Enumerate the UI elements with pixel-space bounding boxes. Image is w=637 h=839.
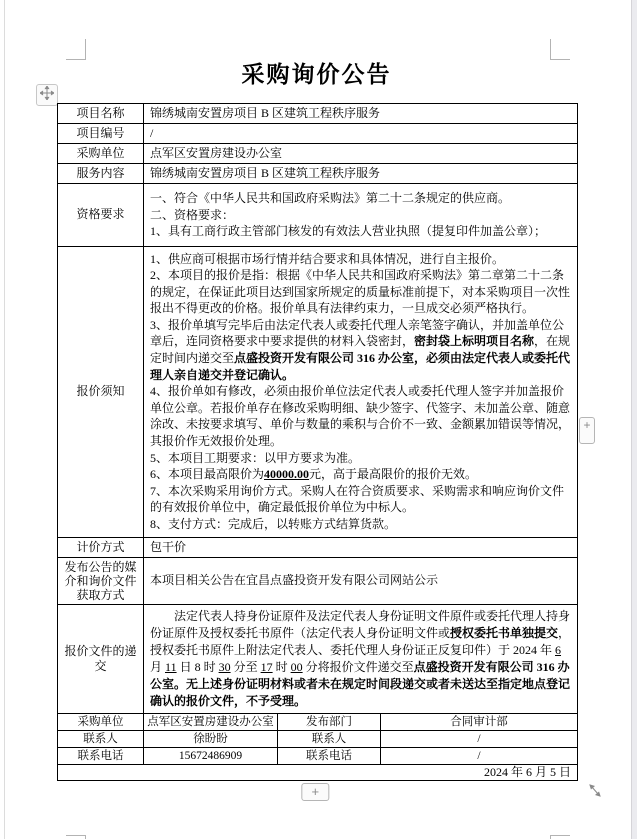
table-row (58, 604, 578, 713)
procurement-table-area (57, 103, 591, 803)
contact-purchaser-value: 点军区安置房建设办公室 (144, 713, 278, 730)
table-row (58, 164, 578, 184)
publish-dept-label: 发布部门 (278, 713, 381, 730)
project-name-value: 锦绣城南安置房项目 B 区建筑工程秩序服务 (144, 104, 578, 124)
contact-phone-value: 15672486909 (144, 747, 278, 764)
contact-person2-label: 联系人 (278, 730, 381, 747)
table-row (58, 104, 578, 124)
table-row (58, 764, 578, 780)
table-row (58, 124, 578, 144)
quotation-notice-content: 1、供应商可根据市场行情并结合要求和具体情况，进行自主报价。 2、本项目的报价是指：根据《中华人民共和国政府采购法》第二章第二十二条的规定，在保证此项目达到国家所规定的质量标准前提下，对本采购项目一次性报出不得更改的价格。报价单具有法律约束力，一旦成交必须严格执行。 3、报价单填写完毕后由法定代表人或委托代理人亲笔签字确认，并加盖单位公章后，连同资格要求中要求提供的材料入袋密封，密封袋上标明项目名称，在规定时间内递交至点盛投资开发有限公司 316 办公室，必须由法定代表人或委托代理人亲自递交并登记确认。 4、报价单如有修改，必须由报价单位法定代表人或委托代理人签字并加盖报价单位公章。若报价单存在修改采购明细、缺少签字、代签字、未加盖公章、随意涂改、未按要求填写、单价与数量的乘积与合价不一致、金额累加错误等情况，其报价作无效报价处理。 5、本项目工期要求：以甲方要求为准。 6、本项目最高限价为40000.00元，高于最高限价的报价无效。 7、本次采购采用询价方式。采购人在符合资质要求、采购需求和响应询价文件的有效报价单位中，确定最低报价单位为中标人。 8、支付方式：完成后，以转账方式结算货款。 (144, 246, 578, 537)
table-row (58, 747, 578, 764)
contact-person2-value: / (381, 730, 578, 747)
contact-phone2-label: 联系电话 (278, 747, 381, 764)
submission-label: 报价文件的递交 (58, 604, 144, 713)
contact-phone2-value: / (381, 747, 578, 764)
contact-phone-label: 联系电话 (58, 747, 144, 764)
document-title: 采购询价公告 (241, 62, 392, 87)
purchaser-value: 点军区安置房建设办公室 (144, 144, 578, 164)
table-resize-handle[interactable] (588, 782, 602, 798)
table-row (58, 537, 578, 557)
service-content-value: 锦绣城南安置房项目 B 区建筑工程秩序服务 (144, 164, 578, 184)
table-row (58, 144, 578, 164)
project-number-value: / (144, 124, 578, 144)
pricing-method-label: 计价方式 (58, 537, 144, 557)
below-table-controls (57, 781, 577, 803)
project-number-label: 项目编号 (58, 124, 144, 144)
table-move-handle[interactable] (36, 84, 58, 106)
qualification-content: 一、符合《中华人民共和国政府采购法》第二十二条规定的供应商。 二、资格要求： 1、具有工商行政主管部门核发的有效法人营业执照（提复印件加盖公章）； (144, 184, 578, 247)
announcement-media-value: 本项目相关公告在宜昌点盛投资开发有限公司网站公示 (144, 557, 578, 604)
purchaser-label: 采购单位 (58, 144, 144, 164)
table-row (58, 557, 578, 604)
procurement-table (57, 103, 578, 781)
contact-person-value: 徐盼盼 (144, 730, 278, 747)
contact-purchaser-label: 采购单位 (58, 713, 144, 730)
page-left-edge (4, 0, 5, 839)
service-content-label: 服务内容 (58, 164, 144, 184)
table-row (58, 730, 578, 747)
announcement-date: 2024 年 6 月 5 日 (58, 764, 578, 780)
move-icon (40, 86, 54, 105)
table-row (58, 184, 578, 247)
announcement-media-label: 发布公告的媒介和询价文件获取方式 (58, 557, 144, 604)
table-row (58, 246, 578, 537)
project-name-label: 项目名称 (58, 104, 144, 124)
table-row (58, 713, 578, 730)
resize-diagonal-icon (588, 785, 602, 802)
add-row-button[interactable]: + (301, 783, 329, 801)
qualification-label: 资格要求 (58, 184, 144, 247)
pricing-method-value: 包干价 (144, 537, 578, 557)
publish-dept-value: 合同审计部 (381, 713, 578, 730)
add-column-button[interactable]: + (579, 417, 595, 444)
submission-content: 法定代表人持身份证原件及法定代表人身份证明文件原件或委托代理人持身份证原件及授权委托书原件（法定代表人身份证明文件或授权委托书单独提交，授权委托书原件上附法定代表人、委托代理人身份证正反复印件）于 2024 年 6 月 11 日 8 时 30 分至 17 时 00 分将报价文件递交至点盛投资开发有限公司 316 办公室。无上述身份证明材料或者未在规定时间段递交或者未送达至指定地点登记确认的报价文件，不予受理。 (144, 604, 578, 713)
scrollbar-track[interactable] (631, 0, 637, 839)
quotation-notice-label: 报价须知 (58, 246, 144, 537)
contact-person-label: 联系人 (58, 730, 144, 747)
